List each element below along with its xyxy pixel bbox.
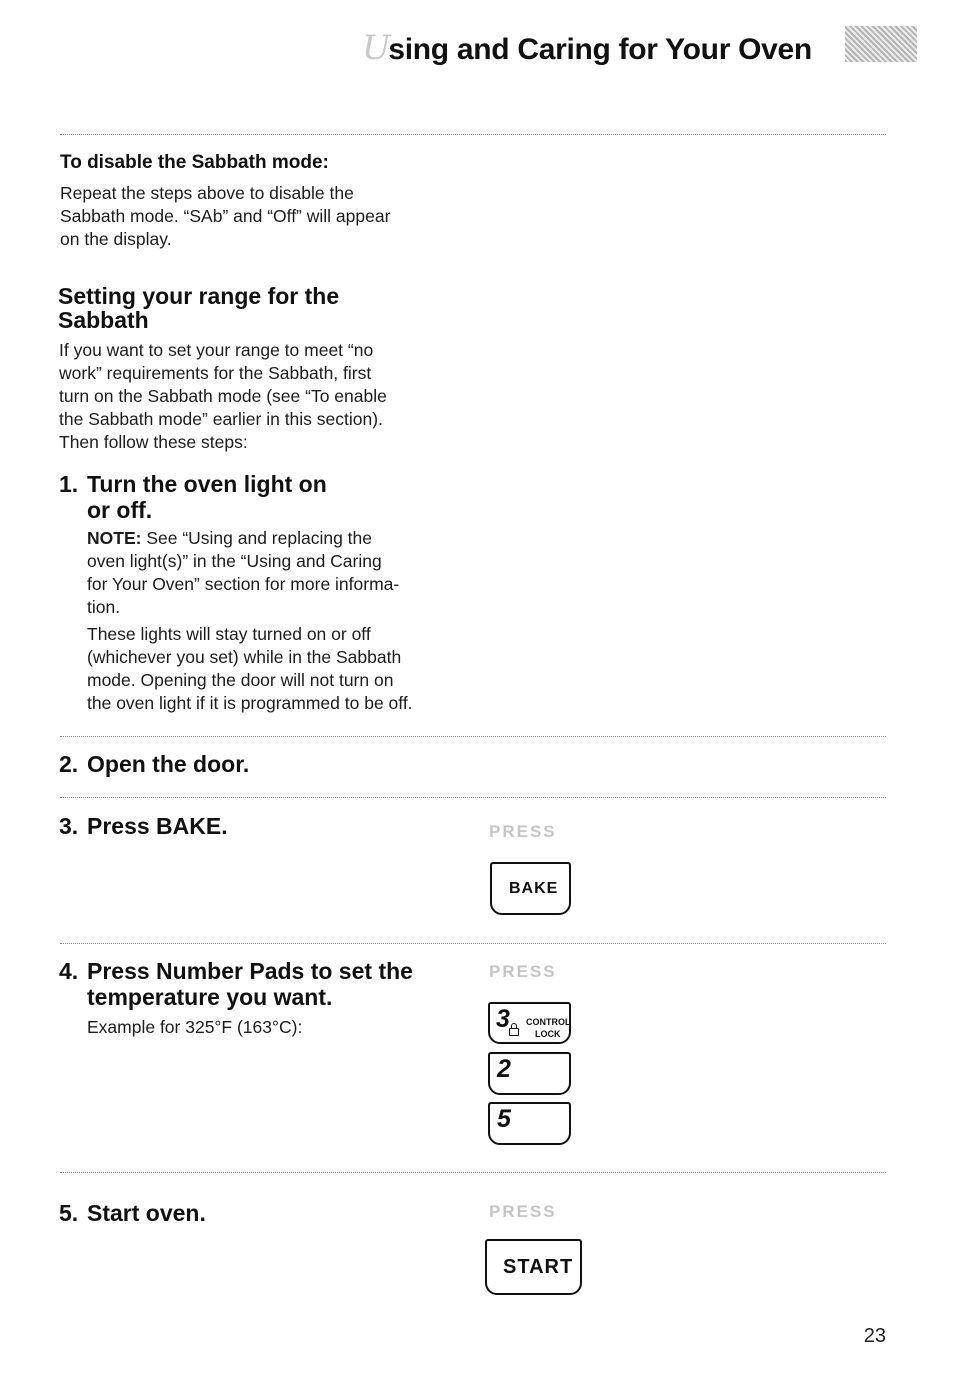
key-sub-label: CONTROL <box>526 1017 571 1027</box>
press-label: PRESS <box>489 962 557 981</box>
disable-section-body <box>60 182 480 251</box>
note-line: tion. <box>87 597 121 617</box>
divider <box>60 797 886 798</box>
step-4-example: Example for 325°F (163°C): <box>87 1017 303 1037</box>
step-number: 4. <box>59 958 79 984</box>
step-2-title <box>59 751 249 777</box>
disable-section-title: To disable the Sabbath mode: <box>60 152 329 173</box>
divider <box>60 1172 886 1173</box>
number-pad-3-control-lock[interactable] <box>488 1002 571 1044</box>
setting-section-title <box>58 284 339 332</box>
divider <box>60 736 886 737</box>
note-line: oven light(s)” in the “Using and Caring <box>87 551 382 571</box>
body-line: the Sabbath mode” earlier in this section). <box>59 409 383 429</box>
step-1-title <box>59 471 327 523</box>
press-label: PRESS <box>489 1202 557 1221</box>
page-header-title <box>362 28 812 68</box>
body-line: (whichever you set) while in the Sabbath <box>87 647 402 667</box>
note-line: See “Using and replacing the <box>141 528 373 548</box>
step-title-line: temperature you want. <box>87 984 333 1010</box>
header-tab-graphic <box>845 26 917 62</box>
press-label: PRESS <box>489 822 557 841</box>
step-title-line: Press Number Pads to set the <box>87 958 413 984</box>
step-5-title <box>59 1200 206 1226</box>
number-pad-5[interactable] <box>488 1102 571 1145</box>
step-number: 1. <box>59 471 79 497</box>
step-title-text: Press BAKE. <box>87 813 228 839</box>
step-3-title <box>59 813 228 839</box>
divider <box>60 943 886 944</box>
header-initial: U <box>362 28 391 68</box>
step-title-text: Open the door. <box>87 751 250 777</box>
body-line: These lights will stay turned on or off <box>87 624 371 644</box>
bake-key[interactable] <box>490 862 571 915</box>
step-number: 2. <box>59 751 79 777</box>
step-title-line: or off. <box>87 497 153 523</box>
lock-shackle <box>511 1023 517 1029</box>
start-key[interactable] <box>485 1239 582 1295</box>
number-pad-2[interactable] <box>488 1052 571 1095</box>
bake-key-label: BAKE <box>509 880 559 897</box>
step-title-text: Start oven. <box>87 1200 206 1226</box>
setting-section-body <box>59 339 479 454</box>
lock-icon <box>509 1028 519 1036</box>
body-line: work” requirements for the Sabbath, first <box>59 363 372 383</box>
step-1-note <box>87 527 487 619</box>
body-line: turn on the Sabbath mode (see “To enable <box>59 386 387 406</box>
note-label: NOTE: <box>87 528 142 548</box>
header-title-text: sing and Caring for Your Oven <box>388 33 812 66</box>
title-line: Setting your range for the <box>58 283 340 309</box>
key-digit: 5 <box>497 1105 511 1133</box>
body-line: the oven light if it is programmed to be off. <box>87 693 413 713</box>
start-key-label: START <box>503 1256 574 1278</box>
body-line: on the display. <box>60 229 172 249</box>
step-1-paragraph <box>87 623 487 715</box>
key-digit: 2 <box>497 1055 511 1083</box>
key-digit: 3 <box>496 1005 510 1033</box>
page-number: 23 <box>863 1325 886 1347</box>
note-line: for Your Oven” section for more informa- <box>87 574 400 594</box>
step-number: 5. <box>59 1200 79 1226</box>
step-number: 3. <box>59 813 79 839</box>
step-4-title <box>59 958 413 1010</box>
body-line: Sabbath mode. “SAb” and “Off” will appear <box>60 206 391 226</box>
divider <box>60 134 886 135</box>
body-line: Repeat the steps above to disable the <box>60 183 354 203</box>
body-line: Then follow these steps: <box>59 432 248 452</box>
body-line: mode. Opening the door will not turn on <box>87 670 394 690</box>
step-title-line: Turn the oven light on <box>87 471 327 497</box>
title-line: Sabbath <box>58 307 149 333</box>
key-sub-label: LOCK <box>535 1029 561 1039</box>
body-line: If you want to set your range to meet “no <box>59 340 374 360</box>
